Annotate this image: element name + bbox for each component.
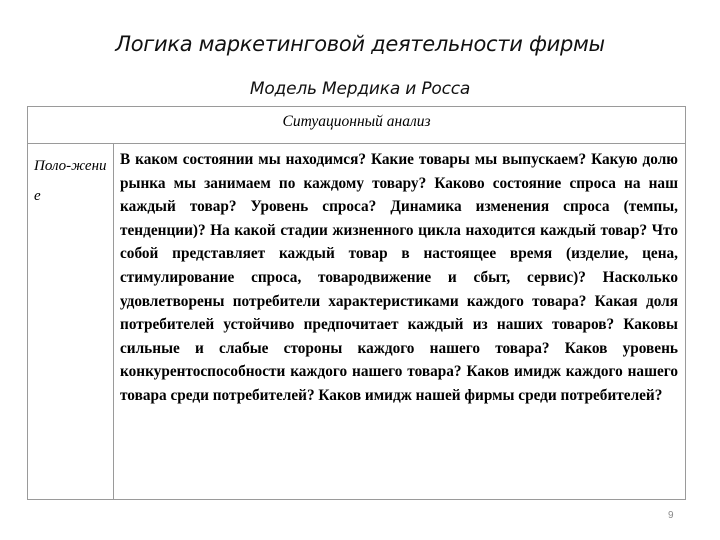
slide-title: Логика маркетинговой деятельности фирмы (115, 32, 605, 56)
slide-subtitle: Модель Мердика и Росса (249, 79, 471, 99)
page-number: 9 (668, 510, 674, 521)
row-label-cell (28, 144, 114, 499)
row-content-cell: В каком состоянии мы находимся? Какие товары мы выпускаем? Какую долю рынка мы занимаем по каждому товару? Каково состояние спроса на наш каждый товар? Уровень спроса? Динамика изменения спроса (темпы, тенденции)? На какой стадии жизненного цикла находится каждый товар? Что собой представляет каждый товар в настоящее время (изделие, цена, стимулирование спроса, товародвижение и сбыт, сервис)? Насколько удовлетворены потребители характеристиками каждого товара? Какая доля потребителей устойчиво предпочитает каждый из наших товаров? Каковы сильные и слабые стороны каждого нашего товара? Каков уровень конкурентоспособности каждого нашего товара? Каков имидж каждого нашего товара среди потребителей? Каков имидж нашей фирмы среди потребителей? (120, 151, 678, 404)
situation-analysis-table (27, 106, 686, 500)
table-header-cell: Ситуационный анализ (28, 107, 685, 144)
row-label: Поло-жение (34, 158, 107, 204)
